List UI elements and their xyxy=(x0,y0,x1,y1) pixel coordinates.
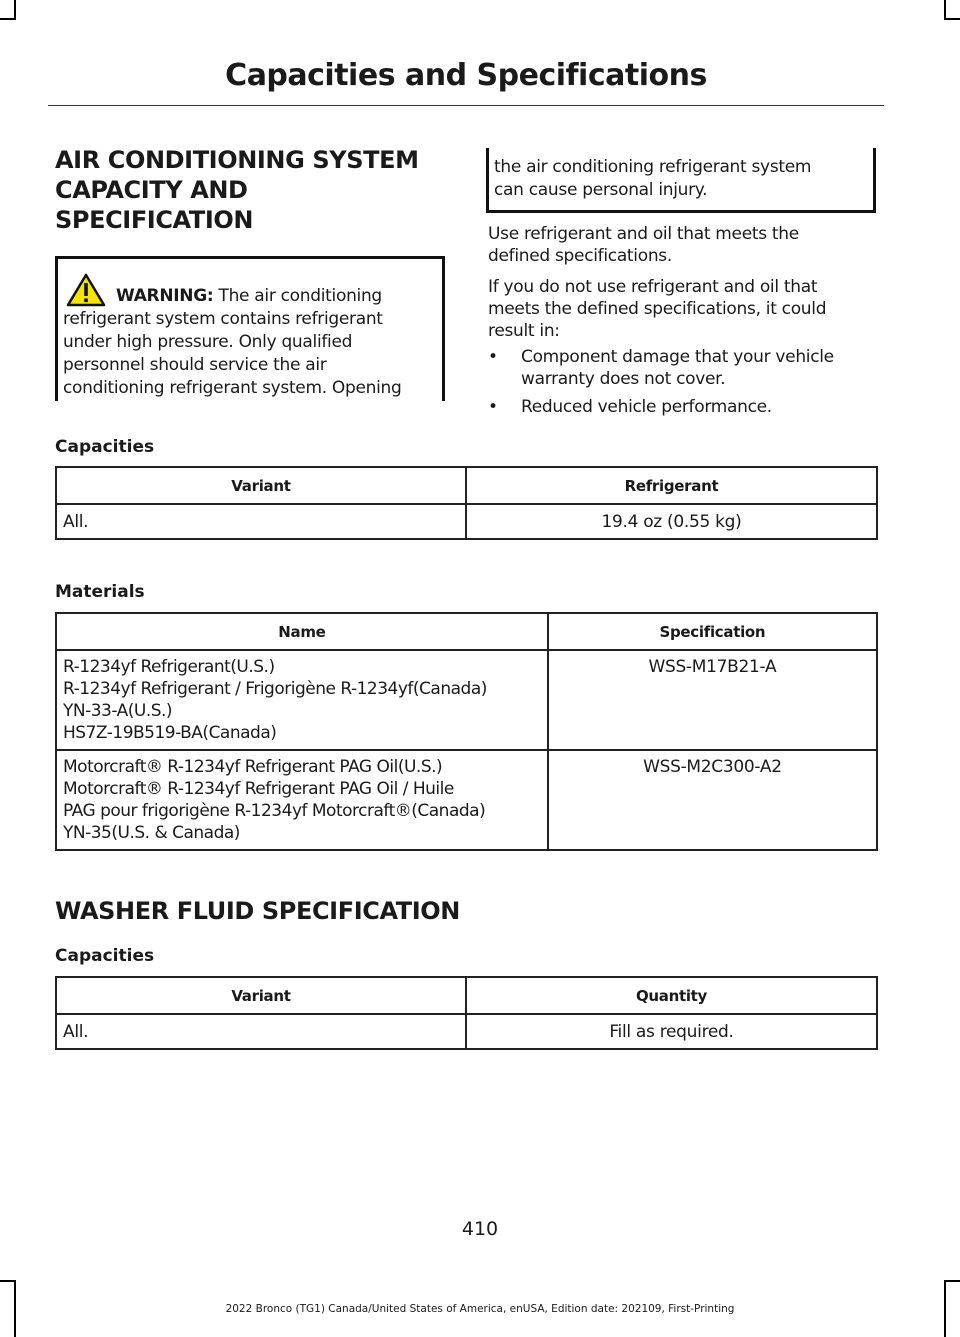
cell-variant: All. xyxy=(56,1014,466,1049)
ac-title-line-1: AIR CONDITIONING SYSTEM xyxy=(55,146,419,174)
bullet-dot: • xyxy=(488,347,498,367)
bullet-dot: • xyxy=(488,397,498,417)
bullet-1-line-2: warranty does not cover. xyxy=(521,369,726,389)
capacities-heading: Capacities xyxy=(55,437,155,457)
ac-title-line-2: CAPACITY AND xyxy=(55,176,248,204)
name-line: Motorcraft® R-1234yf Refrigerant PAG Oil / Huile xyxy=(63,779,454,799)
warning-triangle-icon xyxy=(66,273,106,307)
paragraph-consequences xyxy=(488,276,880,342)
name-line: YN-35(U.S. & Canada) xyxy=(63,823,240,843)
name-line: PAG pour frigorigène R-1234yf Motorcraft®(Canada) xyxy=(63,801,486,821)
cell-name xyxy=(56,750,548,850)
table-header-row xyxy=(56,977,877,1014)
para2-line-2: meets the defined specifications, it could xyxy=(488,299,827,319)
footer-edition-info: 2022 Bronco (TG1) Canada/United States of America, enUSA, Edition date: 202109, First-Printing xyxy=(225,1303,735,1315)
para1-line-2: defined specifications. xyxy=(488,246,672,266)
washer-capacities-heading: Capacities xyxy=(55,946,155,966)
warning-text-line-2: refrigerant system contains refrigerant xyxy=(63,309,383,329)
cell-variant: All. xyxy=(56,504,466,539)
table-row xyxy=(56,1014,877,1049)
ac-section-title xyxy=(55,145,445,235)
warning-text-line-3: under high pressure. Only qualified xyxy=(63,332,353,352)
crop-mark-bottom-right-h xyxy=(944,1280,960,1282)
column-header-variant: Variant xyxy=(56,467,466,504)
crop-mark-bottom-left-h xyxy=(0,1280,16,1282)
table-row xyxy=(56,650,877,750)
table-row xyxy=(56,504,877,539)
bullet-1-line-1: Component damage that your vehicle xyxy=(521,347,834,367)
cell-specification xyxy=(548,750,877,850)
crop-mark-top-left-v xyxy=(14,0,16,20)
spec-value: WSS-M17B21-A xyxy=(648,657,777,677)
cell-name xyxy=(56,650,548,750)
spec-value: WSS-M2C300-A2 xyxy=(643,757,782,777)
materials-table xyxy=(55,612,878,851)
warning-continued-box xyxy=(486,148,876,213)
warning-label: WARNING: xyxy=(116,286,214,306)
bullet-item xyxy=(488,346,880,390)
warning-text-line-5: conditioning refrigerant system. Opening xyxy=(63,378,402,398)
column-header-name: Name xyxy=(56,613,548,650)
bullet-2-line-1: Reduced vehicle performance. xyxy=(521,397,772,417)
materials-heading: Materials xyxy=(55,582,145,602)
crop-mark-top-right-v xyxy=(944,0,946,20)
paragraph-meets-specifications xyxy=(488,223,880,267)
warning-continued-line-2: can cause personal injury. xyxy=(494,180,708,200)
name-line: R-1234yf Refrigerant / Frigorigène R-1234yf(Canada) xyxy=(63,679,487,699)
table-header-row xyxy=(56,467,877,504)
warning-text-line-1: The air conditioning xyxy=(218,286,382,306)
name-line: HS7Z-19B519-BA(Canada) xyxy=(63,723,277,743)
page-number: 410 xyxy=(461,1218,499,1240)
page-header-title: Capacities and Specifications xyxy=(225,58,707,93)
washer-fluid-section-title: WASHER FLUID SPECIFICATION xyxy=(55,897,460,925)
warning-continued-line-1: the air conditioning refrigerant system xyxy=(494,157,812,177)
para2-line-1: If you do not use refrigerant and oil that xyxy=(488,277,818,297)
cell-refrigerant: 19.4 oz (0.55 kg) xyxy=(466,504,877,539)
column-header-variant: Variant xyxy=(56,977,466,1014)
cell-quantity: Fill as required. xyxy=(466,1014,877,1049)
column-header-specification: Specification xyxy=(548,613,877,650)
bullet-item xyxy=(488,396,880,418)
column-header-quantity: Quantity xyxy=(466,977,877,1014)
name-line: YN-33-A(U.S.) xyxy=(63,701,173,721)
name-line: R-1234yf Refrigerant(U.S.) xyxy=(63,657,275,677)
ac-title-line-3: SPECIFICATION xyxy=(55,206,254,234)
crop-mark-top-left-h xyxy=(0,18,16,20)
column-header-refrigerant: Refrigerant xyxy=(466,467,877,504)
header-rule xyxy=(48,105,884,106)
refrigerant-capacities-table xyxy=(55,466,878,540)
crop-mark-top-right-h xyxy=(944,18,960,20)
para1-line-1: Use refrigerant and oil that meets the xyxy=(488,224,799,244)
cell-specification xyxy=(548,650,877,750)
table-header-row xyxy=(56,613,877,650)
para2-line-3: result in: xyxy=(488,321,560,341)
washer-capacities-table xyxy=(55,976,878,1050)
table-row xyxy=(56,750,877,850)
warning-box xyxy=(55,256,445,401)
name-line: Motorcraft® R-1234yf Refrigerant PAG Oil(U.S.) xyxy=(63,757,443,777)
warning-line-1 xyxy=(63,273,437,308)
warning-text-line-4: personnel should service the air xyxy=(63,355,327,375)
